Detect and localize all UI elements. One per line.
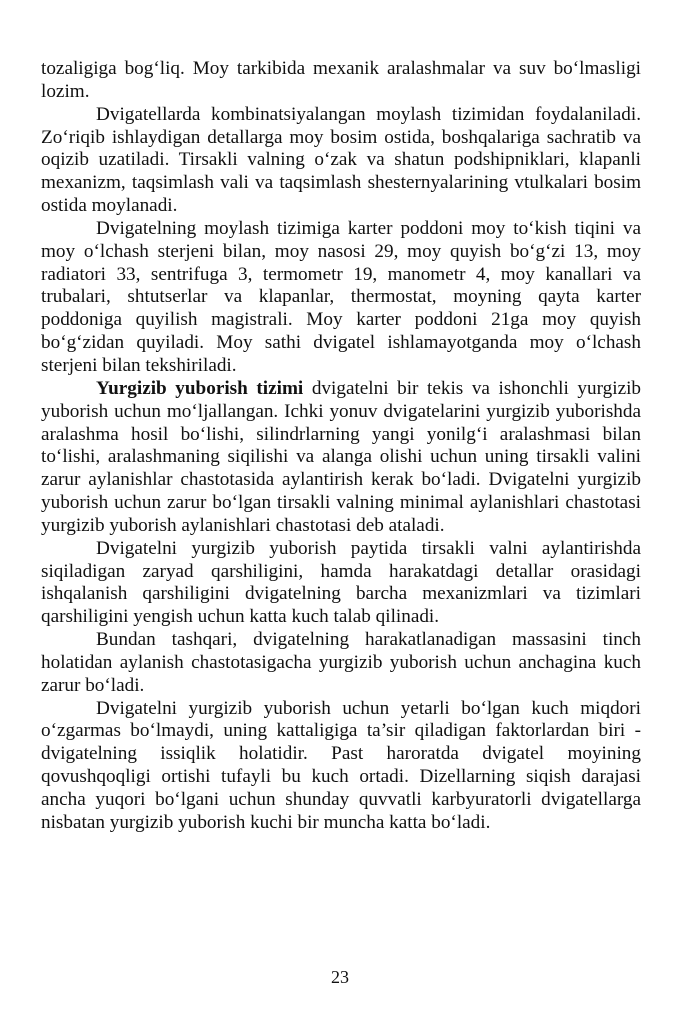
paragraph-starting-mass: Bundan tashqari, dvigatelning harakatlanadigan massasini tinch holatidan aylanish chastotasigacha yurgizib yuborish uchun anchagina kuch zarur bo‘ladi. [41, 629, 641, 696]
paragraph-starting-resistance: Dvigatelni yurgizib yuborish paytida tirsakli valni aylantirishda siqiladigan zaryad qarshiligini, hamda harakatdagi detallar orasidagi ishqalanish qarshiligini dvigatelning barcha mexanizmlari va tizimlari qarshiligini yengish uchun katta kuch talab qilinadi. [41, 537, 641, 628]
page-number: 23 [331, 967, 349, 987]
body-text [41, 58, 641, 835]
paragraph-lubrication-combined: Dvigatellarda kombinatsiyalangan moylash tizimidan foydalaniladi. Zo‘riqib ishlaydigan detallarga moy bosim ostida, boshqalariga sachratib va oqizib uzatiladi. Tirsakli valning o‘zak va shatun podshipniklari, klapanli mexanizm, taqsimlash vali va taqsimlash shesternyalarining vtulkalari bosim ostida moylanadi. [41, 103, 641, 217]
paragraph-lubrication-system-parts: Dvigatelning moylash tizimiga karter poddoni moy to‘kish tiqini va moy o‘lchash sterjeni bilan, moy nasosi 29, moy quyish bo‘g‘zi 13, moy radiatori 33, sentrifuga 3, termometr 19, manometr 4, moy kanallari va trubalari, shtutserlar va klapanlar, thermostat, moyning qayta karter poddoniga quyilish magistrali. Moy karter poddoni 21ga moy quyish bo‘g‘zidan quyiladi. Moy sathi dvigatel ishlamayotganda moy o‘lchash sterjeni bilan tekshiriladi. [41, 217, 641, 376]
paragraph-starting-system-text: dvigatelni bir tekis va ishonchli yurgizib yuborish uchun mo‘ljallangan. Ichki yonuv dvigatelarini yurgizib yuborishda aralashma hosil bo‘lishi, silindrlarning yangi yonilg‘i aralashmasi bilan to‘lishi, aralashmaning siqilishi va alanga olishi uchun uning tirsakli valini zarur aylanishlar chastotasida aylantirish kerak bo‘ladi. Dvigatelni yurgizib yuborish uchun zarur bo‘lgan tirsakli valning minimal aylanishlari chastotasi yurgizib yuborish aylanishlari chastotasi deb ataladi. [41, 377, 642, 536]
paragraph-continuation: tozaligiga bog‘liq. Moy tarkibida mexanik aralashmalar va suv bo‘lmasligi lozim. [41, 58, 641, 102]
section-heading-starting-system: Yurgizib yuborish tizimi [96, 377, 304, 399]
paragraph-starting-force: Dvigatelni yurgizib yuborish uchun yetarli bo‘lgan kuch miqdori o‘zgarmas bo‘lmaydi, uning kattaligiga ta’sir qiladigan faktorlardan biri - dvigatelning issiqlik holatidir. Past haroratda dvigatel moyining qovushqoqligi ortishi tufayli bu kuch ortadi. Dizellarning siqish darajasi ancha yuqori bo‘lgani uchun shunday quvvatli karbyuratorli dvigatellarga nisbatan yurgizib yuborish kuchi bir muncha katta bo‘ladi. [41, 697, 641, 833]
paragraph-starting-system [41, 378, 641, 538]
